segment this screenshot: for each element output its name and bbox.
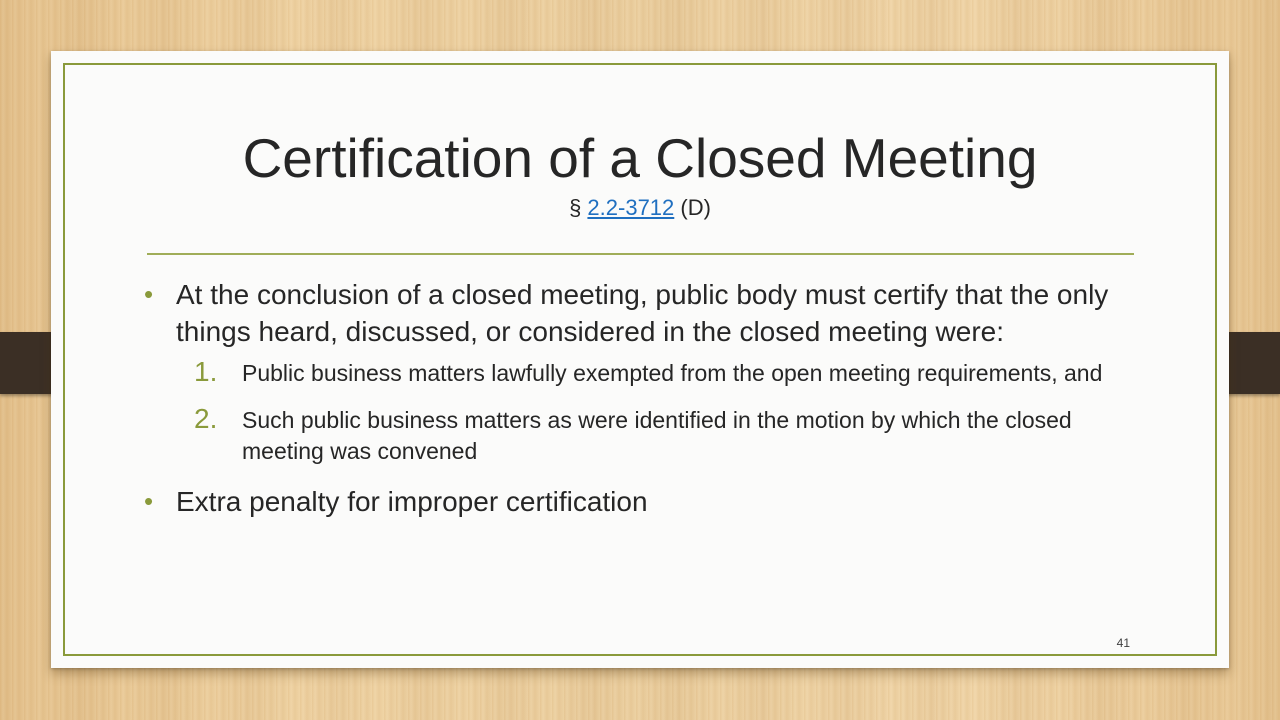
slide-title: Certification of a Closed Meeting (242, 127, 1038, 189)
slide-subtitle (51, 193, 1229, 223)
bullet-text: Extra penalty for improper certification (176, 486, 648, 517)
slide-body (143, 276, 1143, 520)
bullet-text: At the conclusion of a closed meeting, public body must certify that the only things heard, discussed, or considered in the closed meeting were: (176, 279, 1109, 347)
bullet-item (143, 483, 1143, 520)
bullet-dot-icon: • (144, 486, 154, 516)
page-number: 41 (1116, 636, 1130, 650)
numbered-list (143, 358, 1143, 467)
item-number: 2. (194, 403, 218, 434)
slide (51, 51, 1229, 668)
bullet-item (143, 276, 1143, 350)
bullet-dot-icon: • (144, 279, 154, 309)
numbered-item (143, 405, 1143, 467)
item-text: Public business matters lawfully exempted from the open meeting requirements, and (242, 360, 1103, 386)
item-number: 1. (194, 356, 218, 387)
item-text: Such public business matters as were identified in the motion by which the closed meeting was convened (242, 407, 1072, 464)
numbered-item (143, 358, 1143, 389)
subsection-label: (D) (674, 195, 711, 220)
title-divider (147, 253, 1134, 255)
statute-link[interactable]: 2.2-3712 (587, 195, 675, 220)
section-symbol: § (569, 195, 588, 220)
